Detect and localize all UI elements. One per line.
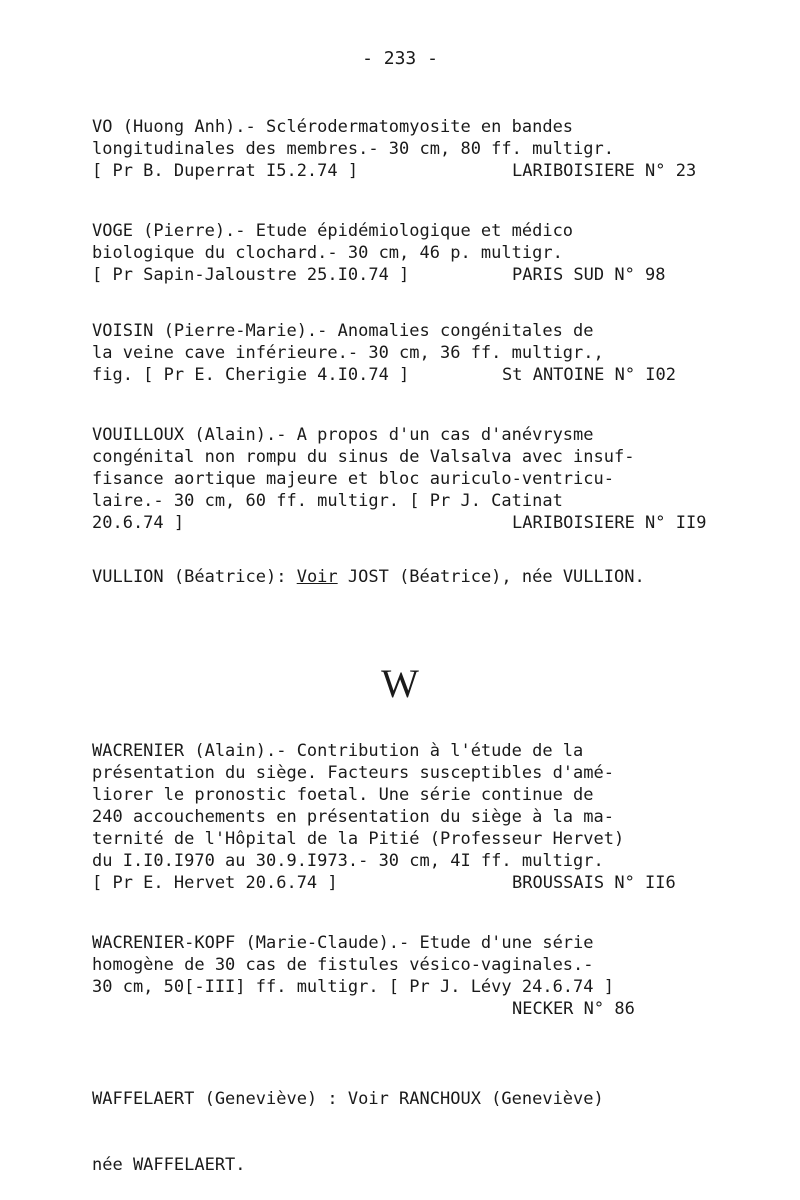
library-reference: St ANTOINE N° I02 [502, 365, 676, 385]
bibliography-entry [92, 220, 712, 286]
entry-line: biologique du clochard.- 30 cm, 46 p. multigr. [92, 243, 563, 263]
xref-tail: JOST (Béatrice), née VULLION. [337, 567, 645, 587]
entry-line: fisance aortique majeure et bloc auriculo-ventricu- [92, 469, 614, 489]
xref-head: VULLION (Béatrice): [92, 567, 297, 587]
entry-line: VOGE (Pierre).- Etude épidémiologique et médico [92, 221, 574, 241]
library-reference: BROUSSAIS N° II6 [512, 873, 676, 893]
entry-line: fig. [ Pr E. Cherigie 4.I0.74 ] [92, 365, 410, 385]
bibliography-entry [92, 424, 712, 534]
library-reference: LARIBOISIERE N° 23 [512, 161, 697, 181]
library-reference: NECKER N° 86 [512, 999, 635, 1019]
section-letter: W [381, 661, 419, 706]
entry-line: la veine cave inférieure.- 30 cm, 36 ff. multigr., [92, 343, 604, 363]
library-reference: LARIBOISIERE N° II9 [512, 513, 707, 533]
entry-line: congénital non rompu du sinus de Valsalva avec insuf- [92, 447, 635, 467]
bibliography-entry [92, 320, 712, 386]
entry-line: ternité de l'Hôpital de la Pitié (Professeur Hervet) [92, 829, 625, 849]
cross-reference [92, 566, 712, 588]
cross-reference [92, 1044, 712, 1198]
entry-line: VO (Huong Anh).- Sclérodermatomyosite en bandes [92, 117, 574, 137]
entry-line: du I.I0.I970 au 30.9.I973.- 30 cm, 4I ff. multigr. [92, 851, 604, 871]
entry-line: laire.- 30 cm, 60 ff. multigr. [ Pr J. Catinat [92, 491, 563, 511]
entry-line: liorer le pronostic foetal. Une série continue de [92, 785, 594, 805]
bibliography-entry [92, 740, 712, 894]
entry-line: 30 cm, 50[-III] ff. multigr. [ Pr J. Lévy 24.6.74 ] [92, 977, 614, 997]
entry-line: VOISIN (Pierre-Marie).- Anomalies congénitales de [92, 321, 594, 341]
entry-line: [ Pr B. Duperrat I5.2.74 ] [92, 161, 359, 181]
page-number: - 233 - [362, 48, 438, 69]
entry-line: 20.6.74 ] [92, 513, 185, 533]
bibliography-entry [92, 116, 712, 182]
xref-line: née WAFFELAERT. [92, 1155, 246, 1175]
library-reference: PARIS SUD N° 98 [512, 265, 666, 285]
xref-voir: Voir [296, 567, 338, 587]
entry-line: WACRENIER-KOPF (Marie-Claude).- Etude d'une série [92, 933, 594, 953]
entry-line: VOUILLOUX (Alain).- A propos d'un cas d'anévrysme [92, 425, 594, 445]
xref-line: WAFFELAERT (Geneviève) : Voir RANCHOUX (Geneviève) [92, 1089, 604, 1109]
entry-line: [ Pr Sapin-Jaloustre 25.I0.74 ] [92, 265, 410, 285]
entry-line: présentation du siège. Facteurs susceptibles d'amé- [92, 763, 614, 783]
entry-line: homogène de 30 cas de fistules vésico-vaginales.- [92, 955, 594, 975]
bibliography-entry [92, 932, 712, 1020]
entry-line: WACRENIER (Alain).- Contribution à l'étude de la [92, 741, 584, 761]
entry-line: 240 accouchements en présentation du siège à la ma- [92, 807, 614, 827]
entry-line: longitudinales des membres.- 30 cm, 80 ff. multigr. [92, 139, 614, 159]
entry-line: [ Pr E. Hervet 20.6.74 ] [92, 873, 338, 893]
